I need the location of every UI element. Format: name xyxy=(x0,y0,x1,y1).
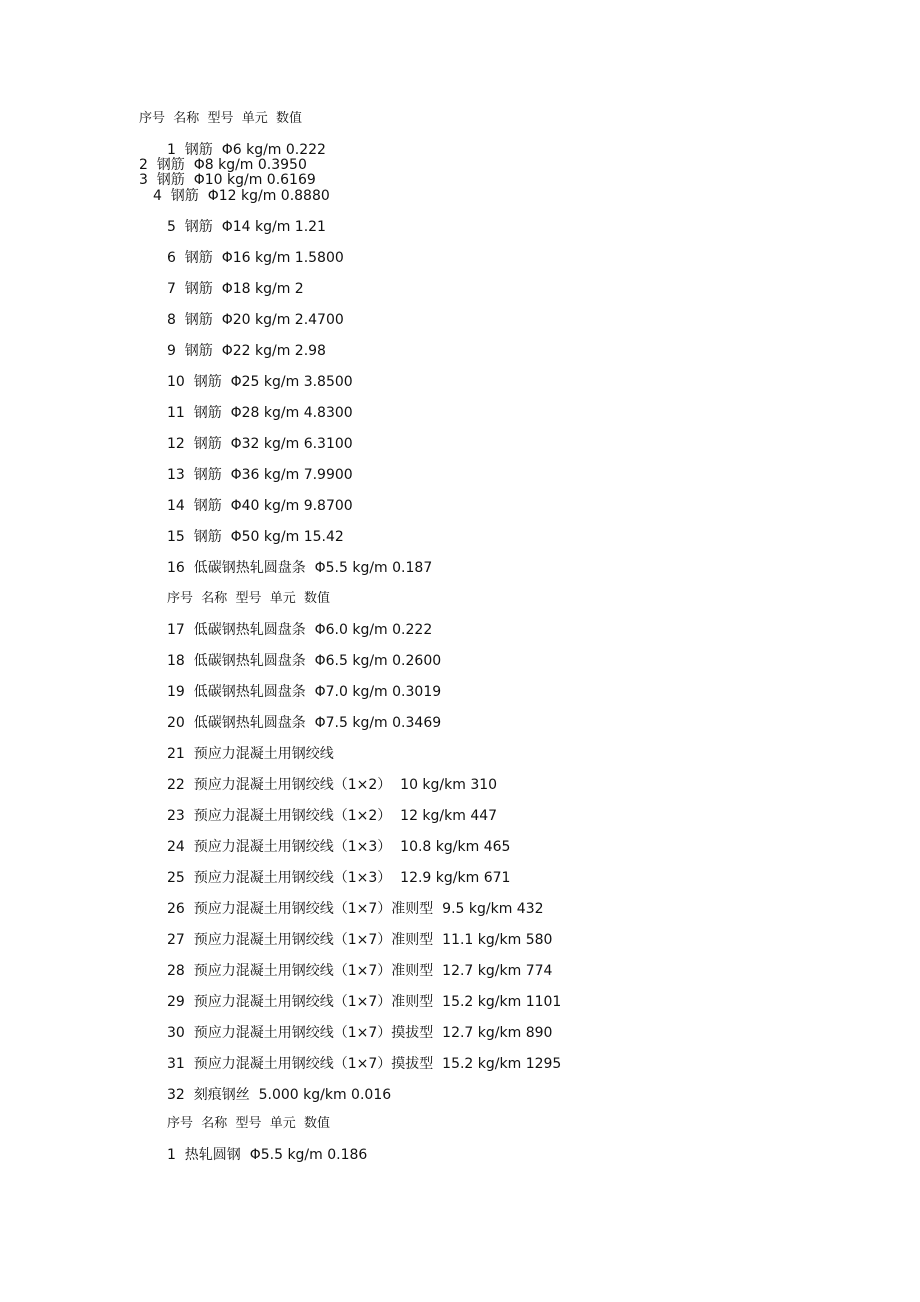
table-row: 27 预应力混凝土用钢绞线（1×7）准则型 11.1 kg/km 580 xyxy=(167,932,553,948)
table-row: 16 低碳钢热轧圆盘条 Φ5.5 kg/m 0.187 xyxy=(167,560,433,576)
table-row: 5 钢筋 Φ14 kg/m 1.21 xyxy=(167,219,326,235)
table-row: 2 钢筋 Φ8 kg/m 0.3950 xyxy=(139,157,307,173)
table-row: 30 预应力混凝土用钢绞线（1×7）摸拔型 12.7 kg/km 890 xyxy=(167,1025,553,1041)
table-row: 26 预应力混凝土用钢绞线（1×7）准则型 9.5 kg/km 432 xyxy=(167,901,544,917)
table-row: 6 钢筋 Φ16 kg/m 1.5800 xyxy=(167,250,344,266)
table-row: 21 预应力混凝土用钢绞线 xyxy=(167,746,334,762)
table-row: 31 预应力混凝土用钢绞线（1×7）摸拔型 15.2 kg/km 1295 xyxy=(167,1056,562,1072)
table-row: 24 预应力混凝土用钢绞线（1×3） 10.8 kg/km 465 xyxy=(167,839,511,855)
table-row: 9 钢筋 Φ22 kg/m 2.98 xyxy=(167,343,326,359)
table-row: 10 钢筋 Φ25 kg/m 3.8500 xyxy=(167,374,353,390)
table-row: 18 低碳钢热轧圆盘条 Φ6.5 kg/m 0.2600 xyxy=(167,653,442,669)
table-row: 17 低碳钢热轧圆盘条 Φ6.0 kg/m 0.222 xyxy=(167,622,433,638)
table-header-bottom: 序号 名称 型号 单元 数值 xyxy=(167,1116,331,1131)
table-row: 25 预应力混凝土用钢绞线（1×3） 12.9 kg/km 671 xyxy=(167,870,511,886)
table-row: 23 预应力混凝土用钢绞线（1×2） 12 kg/km 447 xyxy=(167,808,498,824)
table-row: 11 钢筋 Φ28 kg/m 4.8300 xyxy=(167,405,353,421)
table-row: 19 低碳钢热轧圆盘条 Φ7.0 kg/m 0.3019 xyxy=(167,684,442,700)
table-row: 1 钢筋 Φ6 kg/m 0.222 xyxy=(167,142,326,158)
table-row: 28 预应力混凝土用钢绞线（1×7）准则型 12.7 kg/km 774 xyxy=(167,963,553,979)
table-row: 4 钢筋 Φ12 kg/m 0.8880 xyxy=(153,188,330,204)
table-row: 15 钢筋 Φ50 kg/m 15.42 xyxy=(167,529,344,545)
table-row: 20 低碳钢热轧圆盘条 Φ7.5 kg/m 0.3469 xyxy=(167,715,442,731)
table-row: 8 钢筋 Φ20 kg/m 2.4700 xyxy=(167,312,344,328)
table-row: 14 钢筋 Φ40 kg/m 9.8700 xyxy=(167,498,353,514)
table-row: 1 热轧圆钢 Φ5.5 kg/m 0.186 xyxy=(167,1147,368,1163)
table-header-top: 序号 名称 型号 单元 数值 xyxy=(139,111,303,126)
table-row: 29 预应力混凝土用钢绞线（1×7）准则型 15.2 kg/km 1101 xyxy=(167,994,562,1010)
table-row: 22 预应力混凝土用钢绞线（1×2） 10 kg/km 310 xyxy=(167,777,498,793)
table-row: 7 钢筋 Φ18 kg/m 2 xyxy=(167,281,304,297)
table-row: 12 钢筋 Φ32 kg/m 6.3100 xyxy=(167,436,353,452)
table-header-mid: 序号 名称 型号 单元 数值 xyxy=(167,591,331,606)
table-row: 3 钢筋 Φ10 kg/m 0.6169 xyxy=(139,172,316,188)
table-row: 13 钢筋 Φ36 kg/m 7.9900 xyxy=(167,467,353,483)
table-row: 32 刻痕钢丝 5.000 kg/km 0.016 xyxy=(167,1087,392,1103)
